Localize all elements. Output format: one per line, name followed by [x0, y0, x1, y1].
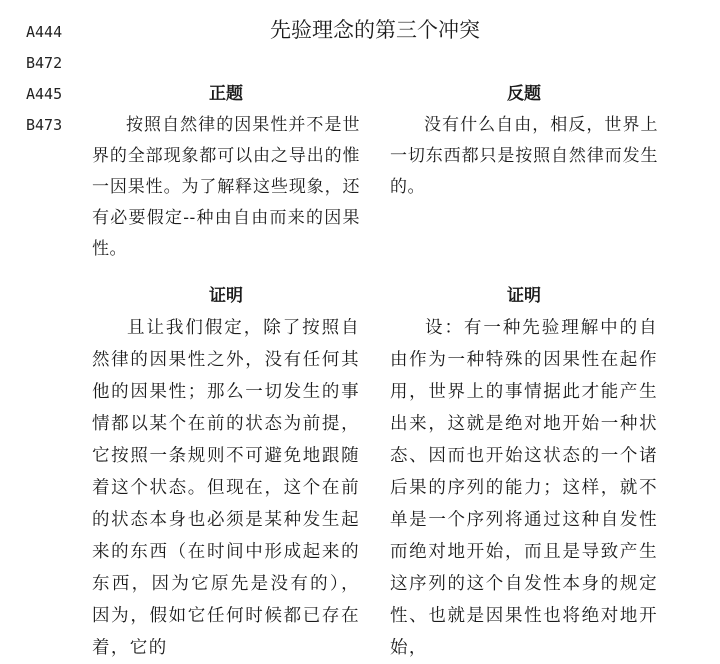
antithesis-proof-text: 设：有一种先验理解中的自由作为一种特殊的因果性在起作用，世界上的事情据此才能产生出来，这就是绝对地开始一种状态、因而也开始这状态的一个诸后果的序列的能力；这样，就不单是一个序列将通过这种自发性而绝对地开始，而且是导致产生这序列的这个自发性本身的规定性、也就是因果性也将绝对地开始， — [390, 318, 658, 658]
margin-references — [26, 20, 62, 144]
margin-ref-b473: B473 — [26, 116, 63, 134]
antithesis-text: 没有什么自由，相反，世界上一切东西都只是按照自然律而发生的。 — [390, 115, 658, 197]
thesis-proof-heading: 证明 — [209, 286, 243, 306]
thesis-proof-text: 且让我们假定，除了按照自然律的因果性之外，没有任何其他的因果性；那么一切发生的事情都以某个在前的状态为前提，它按照一条规则不可避免地跟随着这个状态。但现在，这个在前的状态本身也必须是某种发生起来的东西（在时间中形成起来的东西，因为它原先是没有的），因为，假如它任何时候都已存在着，它的 — [92, 318, 360, 658]
margin-ref-a444: A444 — [26, 23, 63, 41]
page-title: 先验理念的第三个冲突 — [270, 18, 480, 42]
antithesis-heading: 反题 — [507, 84, 541, 104]
antithesis-proof-heading: 证明 — [507, 286, 541, 306]
thesis-column — [92, 82, 360, 664]
margin-ref-a445: A445 — [26, 85, 63, 103]
margin-ref-b472: B472 — [26, 54, 63, 72]
thesis-text: 按照自然律的因果性并不是世界的全部现象都可以由之导出的惟一因果性。为了解释这些现象，还有必要假定--种由自由而来的因果性。 — [92, 115, 360, 259]
thesis-heading: 正题 — [209, 84, 243, 104]
antithesis-column — [390, 82, 658, 664]
